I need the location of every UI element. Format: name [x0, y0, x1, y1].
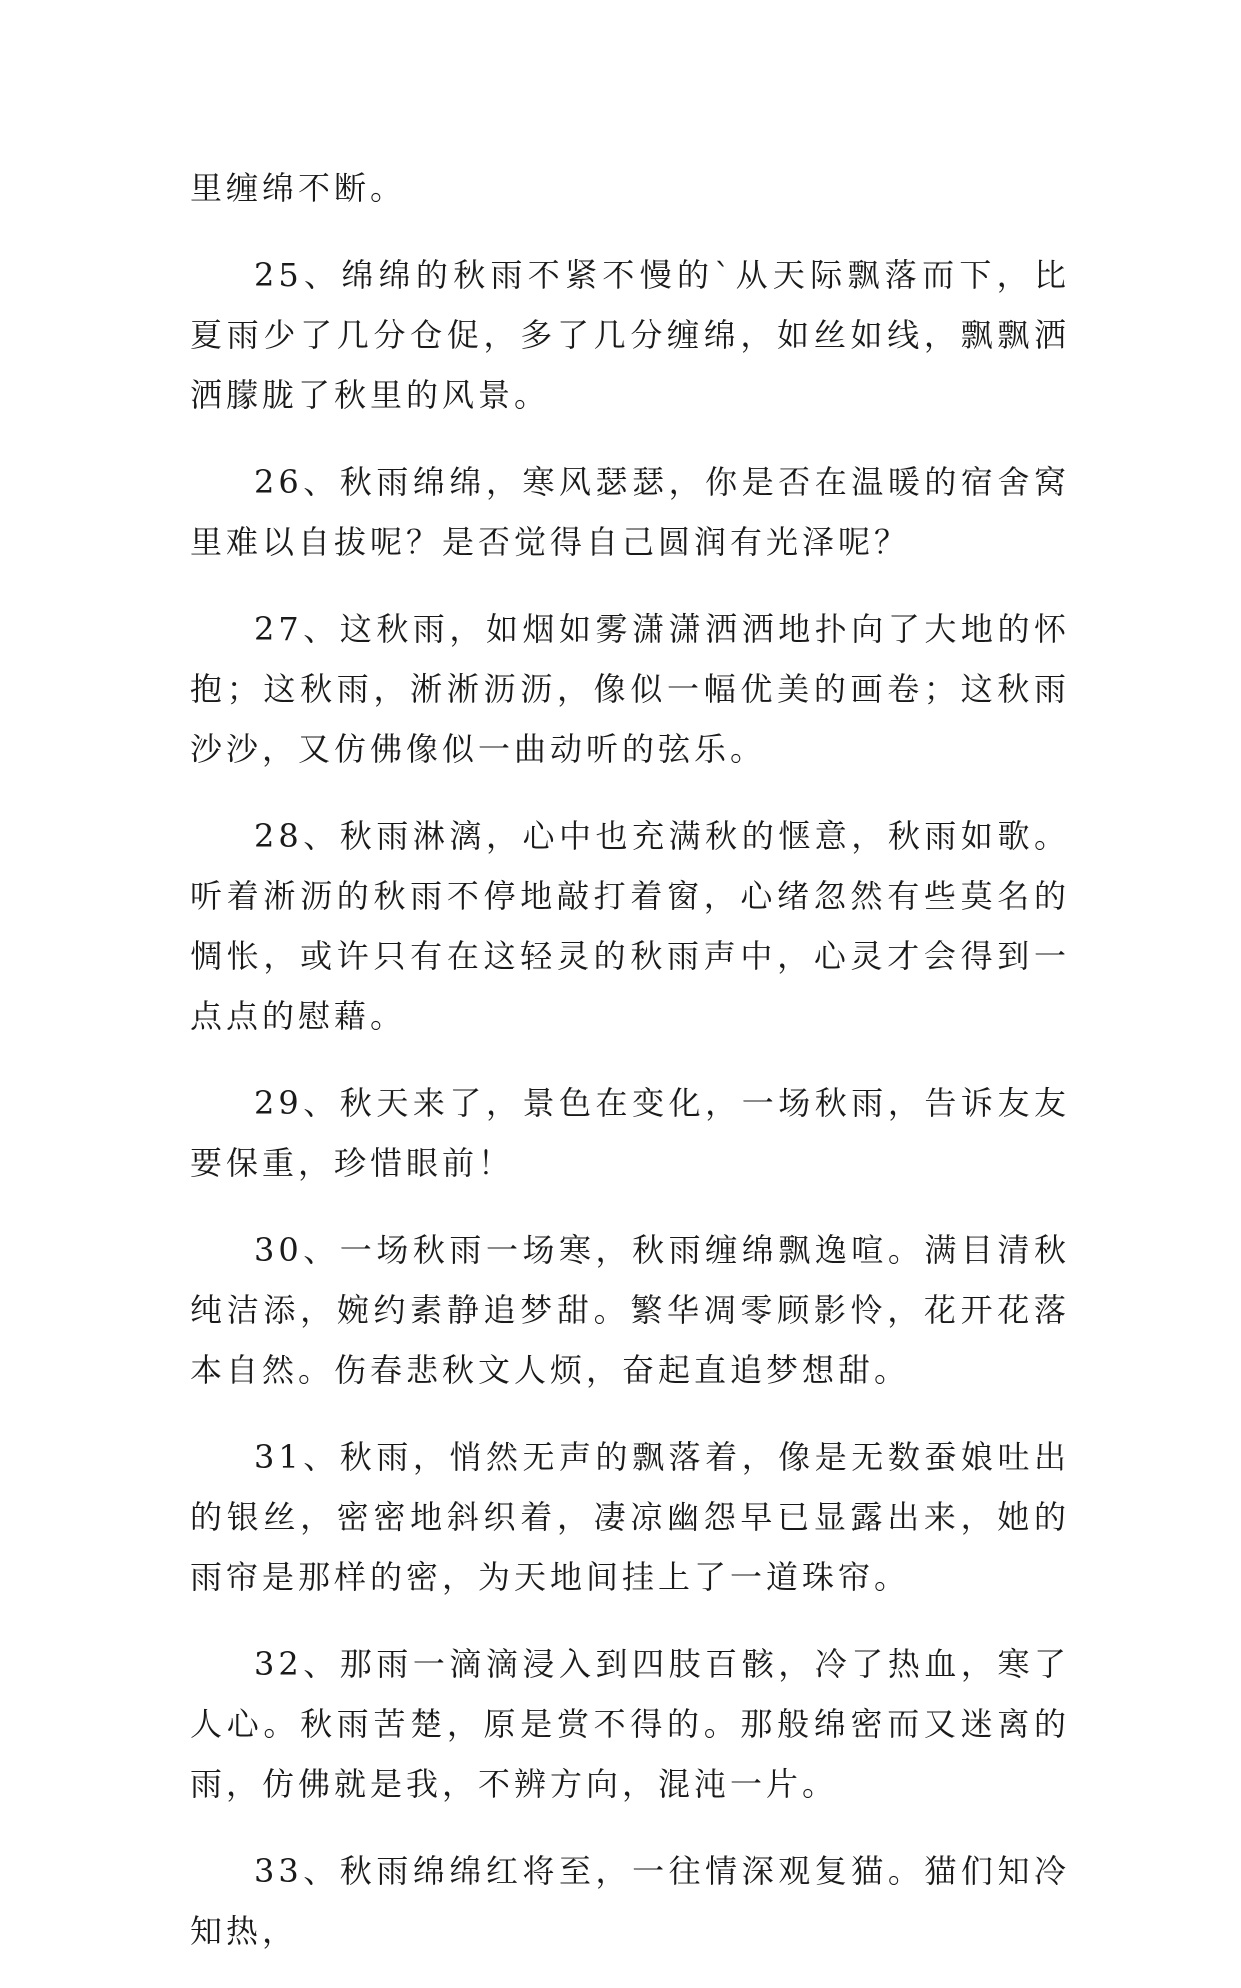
paragraph-32: 32、那雨一滴滴浸入到四肢百骸，冷了热血，寒了人心。秋雨苦楚，原是赏不得的。那般绵密而又迷离的雨，仿佛就是我，不辨方向，混沌一片。 [190, 1645, 1070, 1803]
paragraph-30: 30、一场秋雨一场寒，秋雨缠绵飘逸喧。满目清秋纯洁添，婉约素静追梦甜。繁华凋零顾影怜，花开花落本自然。伤春悲秋文人烦，奋起直追梦想甜。 [190, 1231, 1070, 1389]
paragraph-continuation: 里缠绵不断。 [190, 169, 407, 207]
paragraph-26: 26、秋雨绵绵，寒风瑟瑟，你是否在温暖的宿舍窝里难以自拔呢？是否觉得自己圆润有光泽呢？ [190, 463, 1070, 561]
paragraph-33: 33、秋雨绵绵红将至，一往情深观复猫。猫们知冷知热， [190, 1852, 1070, 1950]
document-page [190, 158, 1070, 1988]
paragraph-27: 27、这秋雨，如烟如雾潇潇洒洒地扑向了大地的怀抱；这秋雨，淅淅沥沥，像似一幅优美的画卷；这秋雨沙沙，又仿佛像似一曲动听的弦乐。 [190, 610, 1070, 768]
paragraph-31: 31、秋雨，悄然无声的飘落着，像是无数蚕娘吐出的银丝，密密地斜织着，凄凉幽怨早已显露出来，她的雨帘是那样的密，为天地间挂上了一道珠帘。 [190, 1438, 1070, 1596]
paragraph-28: 28、秋雨淋漓，心中也充满秋的惬意，秋雨如歌。听着淅沥的秋雨不停地敲打着窗，心绪忽然有些莫名的惆怅，或许只有在这轻灵的秋雨声中，心灵才会得到一点点的慰藉。 [190, 817, 1070, 1035]
paragraph-25: 25、绵绵的秋雨不紧不慢的`从天际飘落而下，比夏雨少了几分仓促，多了几分缠绵，如丝如线，飘飘洒洒朦胧了秋里的风景。 [190, 256, 1070, 414]
paragraph-29: 29、秋天来了，景色在变化，一场秋雨，告诉友友要保重，珍惜眼前！ [190, 1084, 1070, 1182]
